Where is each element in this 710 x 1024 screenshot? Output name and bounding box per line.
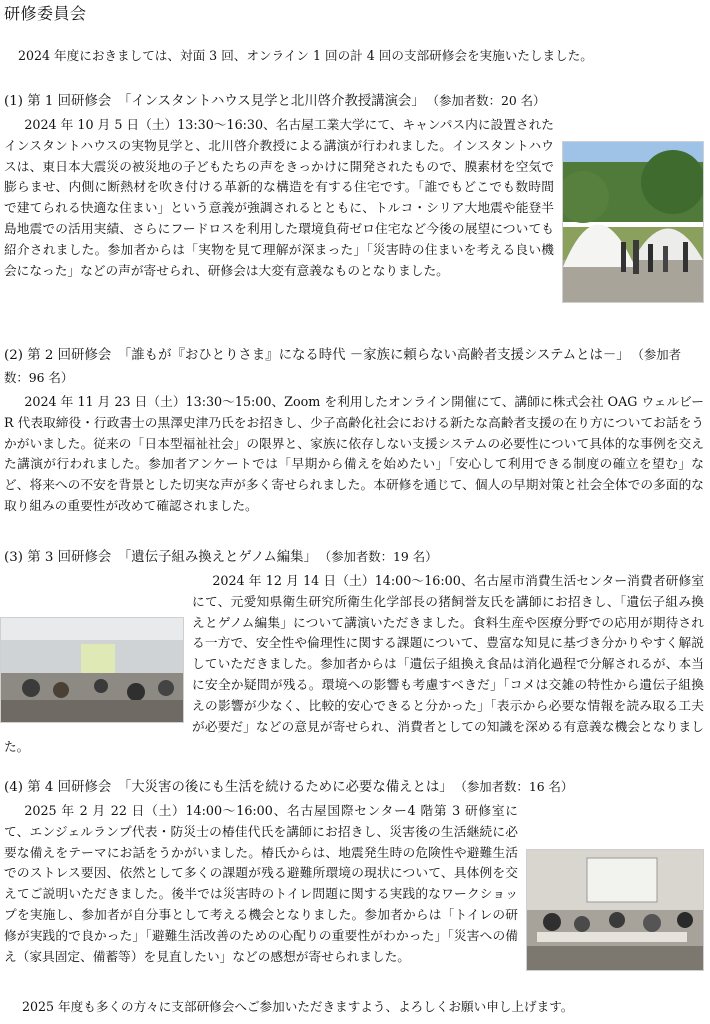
section-heading xyxy=(4,546,704,569)
section-body: 2024 年 10 月 5 日（土）13:30～16:30、名古屋工業大学にて、キャンパス内に設置されたインスタントハウスの実物見学と、北川啓介教授による講演が行われました。インスタントハウスは、東日本大震災の被災地の子どもたちの声をきっかけに開発されたもので、膜素材を空気で膨らませ、内側に断熱材を吹き付ける革新的な構造を有する住宅です。「誰でもどこでも数時間で建てられる快適な住まい」という意義が強調されるとともに、トルコ・シリア大地震や能登半島地震での活用実績、さらにフードロスを利用した環境負荷ゼロ住宅など今後の展望についても紹介されました。参加者からは「実物を見て理解が深まった」「災害時の住まいを考える良い機会になった」などの声が寄せられ、研修会は大変有意義なものとなりました。 xyxy=(4,117,554,278)
instant-house-photo xyxy=(562,141,704,303)
participant-count: （参加者数：96 名） xyxy=(4,347,682,385)
section-body: 2024 年 11 月 23 日（土）13:30～15:00、Zoom を利用したオンライン開催にて、講師に株式会社 OAG ウェルビーR 代表取締役・行政書士の黒澤史津乃氏をお招きし、少子高齢化社会における新たな高齢者支援の在り方についてお話をうかがいました。従来の「日本型福祉社会」の限界と、家族に依存しない支援システムの必要性について具体的な事例を交えた講演が行われました。参加者アンケートでは「早期から備えを始めたい」「安心して利用できる制度の確立を望む」など、将来への不安を背景とした切実な声が多く寄せられました。本研修を通じて、個人の早期対策と社会全体での多面的な取り組みの重要性が改めて確認されました。 xyxy=(4,394,704,513)
section-heading xyxy=(4,344,704,390)
participant-count: （参加者数：20 名） xyxy=(432,93,546,108)
section-2 xyxy=(4,344,704,517)
section-1 xyxy=(4,90,704,307)
section-title: (2) 第 2 回研修会 「誰もが『おひとりさま』になる時代 －家族に頼らない高齢者支援システムとは－」 xyxy=(4,348,630,363)
seminar-room-photo xyxy=(0,617,184,723)
section-body: 2024 年 12 月 14 日（土）14:00～16:00、名古屋市消費生活センター消費者研修室にて、元愛知県衛生研究所衛生化学部長の猪飼誉友氏を講師にお招きし、「遺伝子組み換えとゲノム編集」について講演いただきました。食料生産や医療分野での応用が期待される一方で、安全性や倫理性に関する課題について、豊富な知見に基づき分かりやすく解説していただきました。参加者からは「遺伝子組換え食品は消化過程で分解されるが、本当に安全か疑問が残る。環境への影響も考慮すべきだ」「コメは交雑の特性から遺伝子組換えの影響が少なく、比較的安心できると分かった」「表示から必要な情報を読み取る工夫が必要だ」などの意見が寄せられ、消費者としての知識を深める有意義な機会となりました。 xyxy=(4,573,704,755)
intro-text: 2024 年度におきましては、対面 3 回、オンライン 1 回の計 4 回の支部研修会を実施いたしました。 xyxy=(18,48,593,63)
participant-count: （参加者数：16 名） xyxy=(460,779,574,794)
section-heading xyxy=(4,90,704,113)
section-3 xyxy=(4,546,704,758)
closing-text: 2025 年度も多くの方々に支部研修会へご参加いただきますよう、よろしくお願い申し上げます。 xyxy=(22,999,574,1014)
section-title: (4) 第 4 回研修会 「大災害の後にも生活を続けるために必要な備えとは」 xyxy=(4,780,453,795)
section-body: 2025 年 2 月 22 日（土）14:00～16:00、名古屋国際センター4 階第 3 研修室にて、エンジェルランプ代表・防災士の椿佳代氏を講師にお招きし、災害後の生活継続に必要な備えをテーマにお話をうかがいました。椿氏からは、地震発生時の危険性や避難生活でのストレス要因、依然として多くの課題が残る避難所環境の現状について、具体例を交えてご説明いただきました。後半では災害時のトイレ問題に関する実践的なワークショップを実施し、参加者が自分事として考える機会となりました。参加者からは「トイレの研修が実践的で良かった」「避難生活改善のための心配りの重要性がわかった」「災害への備え（家具固定、備蓄等）を見直したい」などの感想が寄せられました。 xyxy=(4,803,518,964)
section-title: (1) 第 1 回研修会 「インスタントハウス見学と北川啓介教授講演会」 xyxy=(4,94,425,109)
workshop-photo xyxy=(526,849,704,971)
section-heading xyxy=(4,776,704,799)
participant-count: （参加者数：19 名） xyxy=(324,549,438,564)
section-title: (3) 第 3 回研修会 「遺伝子組み換えとゲノム編集」 xyxy=(4,550,317,565)
page-title: 研修委員会 xyxy=(4,4,87,23)
section-4 xyxy=(4,776,704,975)
